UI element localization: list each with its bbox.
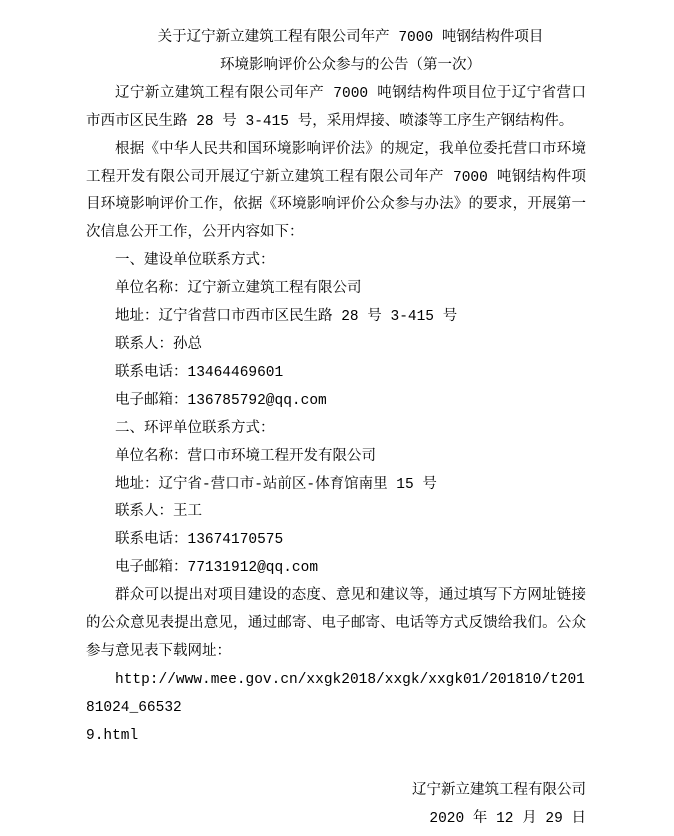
eia-unit-email: 电子邮箱：77131912@qq.com [115, 560, 319, 577]
eia-unit-phone: 联系电话：13674170575 [115, 532, 284, 549]
construction-unit-company-name: 单位名称：辽宁新立建筑工程有限公司 [115, 281, 362, 298]
construction-unit-phone: 联系电话：13464469601 [115, 364, 284, 381]
paragraph-public-feedback: 群众可以提出对项目建设的态度、意见和建议等，通过填写下方网址链接的公众意见表提出意见，通过邮寄、电子邮寄、电话等方式反馈给我们。公众参与意见表下载网址： [86, 588, 586, 660]
download-url-line1: http://www.mee.gov.cn/xxgk2018/xxgk/xxgk01/201810/t20181024_66532 [86, 671, 585, 716]
document-title-line2: 环境影响评价公众参与的公告（第一次） [220, 57, 481, 74]
paragraph-project-intro: 辽宁新立建筑工程有限公司年产 7000 吨钢结构件项目位于辽宁省营口市西市区民生路 28 号 3-415 号，采用焊接、喷漆等工序生产钢结构件。 [86, 85, 586, 130]
signature-company: 辽宁新立建筑工程有限公司 [412, 783, 586, 800]
construction-unit-heading: 一、建设单位联系方式： [115, 253, 275, 270]
document-title-line1: 关于辽宁新立建筑工程有限公司年产 7000 吨钢结构件项目 [157, 30, 544, 46]
eia-unit-contact-person: 联系人：王工 [115, 504, 202, 521]
construction-unit-email: 电子邮箱：136785792@qq.com [115, 392, 327, 409]
download-url [86, 667, 586, 751]
construction-unit-address: 地址：辽宁省营口市西市区民生路 28 号 3-415 号 [115, 309, 458, 326]
construction-unit-contact-person: 联系人：孙总 [115, 336, 202, 353]
eia-unit-heading: 二、环评单位联系方式： [115, 420, 275, 437]
blank-line-spacer [86, 751, 586, 779]
signature-date: 2020 年 12 月 29 日 [429, 811, 586, 828]
download-url-line2: 9.html [86, 727, 139, 744]
eia-unit-address: 地址：辽宁省-营口市-站前区-体育馆南里 15 号 [115, 476, 437, 493]
paragraph-legal-basis: 根据《中华人民共和国环境影响评价法》的规定，我单位委托营口市环境工程开发有限公司开展辽宁新立建筑工程有限公司年产 7000 吨钢结构件项目环境影响评价工作，依据《环境影响评价公众参与办法》的要求，开展第一次信息公开工作，公开内容如下： [86, 141, 586, 242]
eia-unit-company-name: 单位名称：营口市环境工程开发有限公司 [115, 448, 376, 465]
